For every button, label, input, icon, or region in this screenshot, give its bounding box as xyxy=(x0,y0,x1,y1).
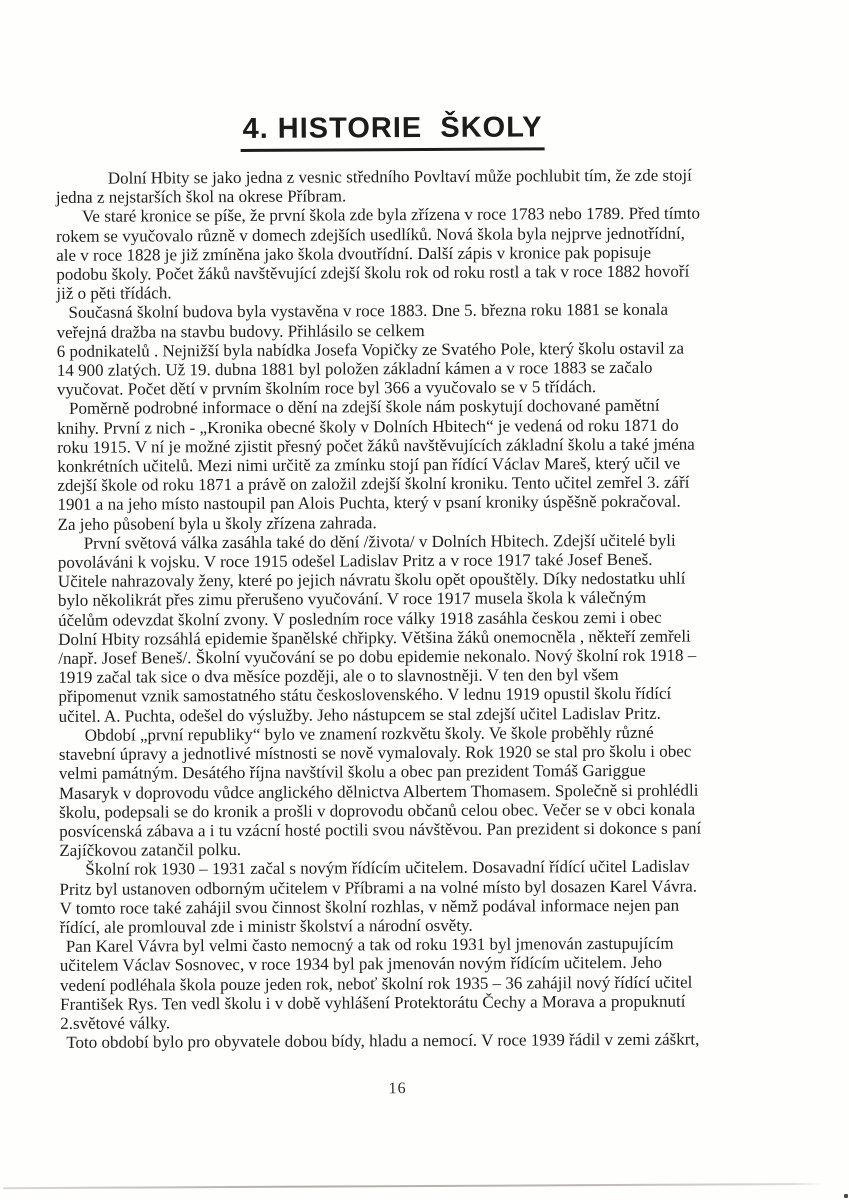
scan-edge-line xyxy=(3,1183,823,1189)
paragraph: Dolní Hbity se jako jedna z vesnic středního Povltaví může pochlubit tím, že zde stojí jedna z nejstarších škol na okrese Příbram. xyxy=(55,165,692,208)
paragraph: Období „první republiky“ bylo ve znamení rozkvětu školy. Ve škole proběhly různé stavební úpravy a jednotlivé místnosti se nově vymalovaly. Rok 1920 se stal pro školu i obec velmi památným. Desátého října navštívil školu a obec pan prezident Tomáš Gariggue Masaryk v doprovodu vůdce anglického dělnictva Albertem Thomasem. Společně si prohlédli školu, podepsali se do kronik a prošli v doprovodu občanů celou obec. Večer se v obci konala posvícenská zábava a i tu vzácní hosté poctili svou návštěvou. Pan prezident si dokonce s paní Zajíčkovou zatančil polku. xyxy=(58,722,702,861)
paragraph: Ve staré kronice se píše, že první škola zde byla zřízena v roce 1783 nebo 1789. Před tímto rokem se vyučovalo různě v domech zdejších usedlíků. Nová škola byla nejprve jednotřídní, ale v roce 1828 je již zmíněna jako škola dvoutřídní. Další zápis v kronice pak popisuje podobu školy. Počet žáků navštěvující zdejší školu rok od roku rostl a tak v roce 1882 hovoří již o pěti třídách. xyxy=(56,203,700,304)
paragraph: Poměrně podrobné informace o dění na zdejší škole nám poskytují dochované pamětní knihy. První z nich - „Kronika obecné školy v Dolních Hbitech“ je vedená od roku 1871 do roku 1915. V ní je možné zjistit přesný počet žáků navštěvujících základní školu a také jména konkrétních učitelů. Mezi nimi určitě za zmínku stojí pan řídící Václav Mareš, který učil ve zdejší škole od roku 1871 a právě on založil zdejší školní kroniku. Tento učitel zemřel 3. září 1901 a na jeho místo nastoupil pan Alois Puchta, který v psaní kroniky úspěšně pokračoval. Za jeho působení byla u školy zřízena zahrada. xyxy=(57,396,695,534)
paragraph: Současná školní budova byla vystavěna v roce 1883. Dne 5. března roku 1881 se konala veřejná dražba na stavbu budovy. Přihlásilo se celkem 6 podnikatelů . Nejnižší byla nabídka Josefa Vopičky ze Svatého Pole, který školu ostavil za 14 900 zlatých. Už 19. dubna 1881 byl položen základní kámen a v roce 1883 se začalo vyučovat. Počet dětí v prvním školním roce byl 366 a vyučovalo se v 5 třídách. xyxy=(56,300,685,400)
scan-corner-speck xyxy=(844,1194,848,1198)
body-text xyxy=(56,165,847,1052)
paragraph: Toto období bylo pro obyvatele dobou bídy, hladu a nemocí. V roce 1939 řádil v zemi záškrt, xyxy=(66,1029,700,1053)
page-title: 4. HISTORIE ŠKOLY xyxy=(240,111,544,152)
page-number: 16 xyxy=(388,1080,407,1098)
title-row xyxy=(0,110,788,153)
paragraph: Pan Karel Vávra byl velmi často nemocný a tak od roku 1931 byl jmenován zastupujícím učitelem Václav Sosnovec, v roce 1934 byl pak jmenován novým řídícím učitelem. Jeho vedení podléhala škola pouze jeden rok, neboť školní rok 1935 – 36 zahájil nový řídící učitel František Rys. Ten vedl školu i v době vyhlášení Protektorátu Čechy a Morava a propuknutí 2.světové války. xyxy=(59,933,693,1033)
paragraph: První světová válka zasáhla také do dění /života/ v Dolních Hbitech. Zdejší učitelé byli povoláváni k vojsku. V roce 1915 odešel Ladislav Pritz a v roce 1917 také Josef Beneš. Učitele nahrazovaly ženy, které po jejich návratu školu opět opouštěly. Díky nedostatku uhlí bylo několikrát přes zimu přerušeno vyučování. V roce 1917 musela škola k válečným účelům odevzdat školní zvony. V posledním roce války 1918 zasáhla českou zemi i obec Dolní Hbity rozsáhlá epidemie španělské chřipky. Většina žáků onemocněla , někteří zemřeli /např. Josef Beneš/. Školní vyučování se po dobu epidemie nekonalo. Nový školní rok 1918 – 1919 začal tak sice o dva měsíce později, ale o to slavnostněji. V ten den byl všem připomenut vznik samostatného státu československého. V lednu 1919 opustil školu řídící učitel. A. Puchta, odešel do výslužby. Jeho nástupcem se stal zdejší učitel Ladislav Pritz. xyxy=(57,530,697,726)
paragraph: Školní rok 1930 – 1931 začal s novým řídícím učitelem. Dosavadní řídící učitel Ladislav Pritz byl ustanoven odborným učitelem v Příbrami a na volné místo byl dosazen Karel Vávra. V tomto roce také zahájil svou činnost školní rozhlas, v němž podával informace nejen pan řídící, ale promlouval zde i ministr školství a národní osvěty. xyxy=(59,856,698,937)
